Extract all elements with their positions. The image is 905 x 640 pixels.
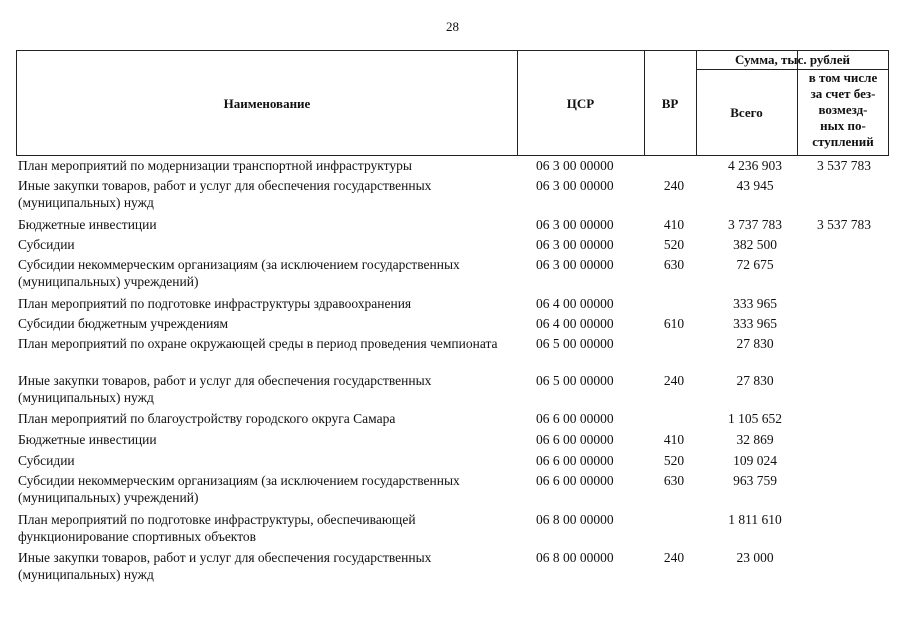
- table-row: [16, 335, 889, 372]
- row-name: Субсидии: [18, 453, 75, 468]
- header-free-line: ступлений: [812, 134, 874, 149]
- table-row: [16, 549, 889, 587]
- row-vr: 410: [663, 217, 685, 232]
- row-name: Субсидии некоммерческим организациям (за исключением государственных (муниципальных) учреждений): [18, 257, 460, 289]
- header-free-funds: [797, 70, 889, 150]
- row-name: Субсидии некоммерческим организациям (за исключением государственных (муниципальных) учреждений): [18, 473, 460, 505]
- table-row: [16, 431, 889, 452]
- table-row: [16, 452, 889, 472]
- table-row: [16, 236, 889, 256]
- row-vr: 630: [663, 257, 685, 272]
- row-csr: 06 3 00 00000: [536, 257, 614, 272]
- row-total: 1 105 652: [728, 411, 782, 426]
- table-row: [16, 315, 889, 335]
- header-csr: ЦСР: [566, 96, 595, 111]
- row-csr: 06 6 00 00000: [536, 432, 614, 447]
- row-csr: 06 6 00 00000: [536, 411, 614, 426]
- row-csr: 06 6 00 00000: [536, 453, 614, 468]
- row-name: Субсидии бюджетным учреждениям: [18, 316, 229, 331]
- header-sum: Сумма, тыс. рублей: [735, 52, 850, 67]
- table-row: [16, 511, 889, 549]
- row-name: Иные закупки товаров, работ и услуг для обеспечения государственных (муниципальных) нужд: [18, 550, 432, 582]
- row-csr: 06 4 00 00000: [536, 316, 614, 331]
- row-csr: 06 6 00 00000: [536, 473, 614, 488]
- header-total: Всего: [730, 105, 763, 120]
- header-free-line: возмезд-: [818, 102, 868, 117]
- row-csr: 06 5 00 00000: [536, 336, 614, 351]
- table-body: [16, 157, 889, 587]
- table-row: [16, 410, 889, 431]
- row-name: Иные закупки товаров, работ и услуг для обеспечения государственных (муниципальных) нужд: [18, 373, 432, 405]
- row-total: 43 945: [736, 178, 774, 193]
- header-free-line: ных по-: [820, 118, 866, 133]
- row-vr: 520: [663, 453, 685, 468]
- table-row: [16, 256, 889, 295]
- row-vr: 240: [663, 178, 685, 193]
- row-total: 23 000: [736, 550, 774, 565]
- table-row: [16, 177, 889, 216]
- row-total: 3 737 783: [728, 217, 782, 232]
- row-csr: 06 3 00 00000: [536, 217, 614, 232]
- row-total: 32 869: [736, 432, 774, 447]
- row-total: 109 024: [733, 453, 777, 468]
- row-csr: 06 8 00 00000: [536, 550, 614, 565]
- table-row: [16, 216, 889, 236]
- row-total: 382 500: [733, 237, 777, 252]
- row-name: Иные закупки товаров, работ и услуг для обеспечения государственных (муниципальных) нужд: [18, 178, 432, 210]
- row-csr: 06 4 00 00000: [536, 296, 614, 311]
- page-number: 28: [446, 19, 459, 34]
- header-free-line: в том числе: [808, 70, 878, 85]
- row-csr: 06 5 00 00000: [536, 373, 614, 388]
- header-name: Наименование: [223, 96, 311, 111]
- row-vr: 520: [663, 237, 685, 252]
- row-name: План мероприятий по подготовке инфраструктуры здравоохранения: [18, 296, 412, 311]
- table-header: [16, 50, 889, 156]
- row-total: 27 830: [736, 336, 774, 351]
- row-name: План мероприятий по благоустройству городского округа Самара: [18, 411, 396, 426]
- row-name: План мероприятий по подготовке инфраструктуры, обеспечивающей функционирование спортивных объектов: [18, 512, 416, 544]
- row-vr: 630: [663, 473, 685, 488]
- row-name: План мероприятий по модернизации транспортной инфраструктуры: [18, 158, 412, 173]
- row-free: 3 537 783: [817, 217, 871, 232]
- table-row: [16, 472, 889, 511]
- row-name: План мероприятий по охране окружающей среды в период проведения чемпионата: [18, 336, 498, 351]
- row-vr: 240: [663, 550, 685, 565]
- header-free-line: за счет без-: [810, 86, 876, 101]
- row-vr: 610: [663, 316, 685, 331]
- row-total: 4 236 903: [728, 158, 782, 173]
- table-row: [16, 372, 889, 410]
- row-total: 963 759: [733, 473, 777, 488]
- row-total: 72 675: [736, 257, 774, 272]
- header-vr: ВР: [661, 96, 679, 111]
- row-name: Бюджетные инвестиции: [18, 432, 157, 447]
- table-row: [16, 157, 889, 177]
- row-total: 333 965: [733, 296, 777, 311]
- table-row: [16, 295, 889, 315]
- row-name: Бюджетные инвестиции: [18, 217, 157, 232]
- row-vr: 240: [663, 373, 685, 388]
- row-csr: 06 3 00 00000: [536, 237, 614, 252]
- row-name: Субсидии: [18, 237, 75, 252]
- row-free: 3 537 783: [817, 158, 871, 173]
- row-vr: 410: [663, 432, 685, 447]
- row-total: 1 811 610: [728, 512, 782, 527]
- row-total: 27 830: [736, 373, 774, 388]
- row-total: 333 965: [733, 316, 777, 331]
- row-csr: 06 8 00 00000: [536, 512, 614, 527]
- row-csr: 06 3 00 00000: [536, 178, 614, 193]
- row-csr: 06 3 00 00000: [536, 158, 614, 173]
